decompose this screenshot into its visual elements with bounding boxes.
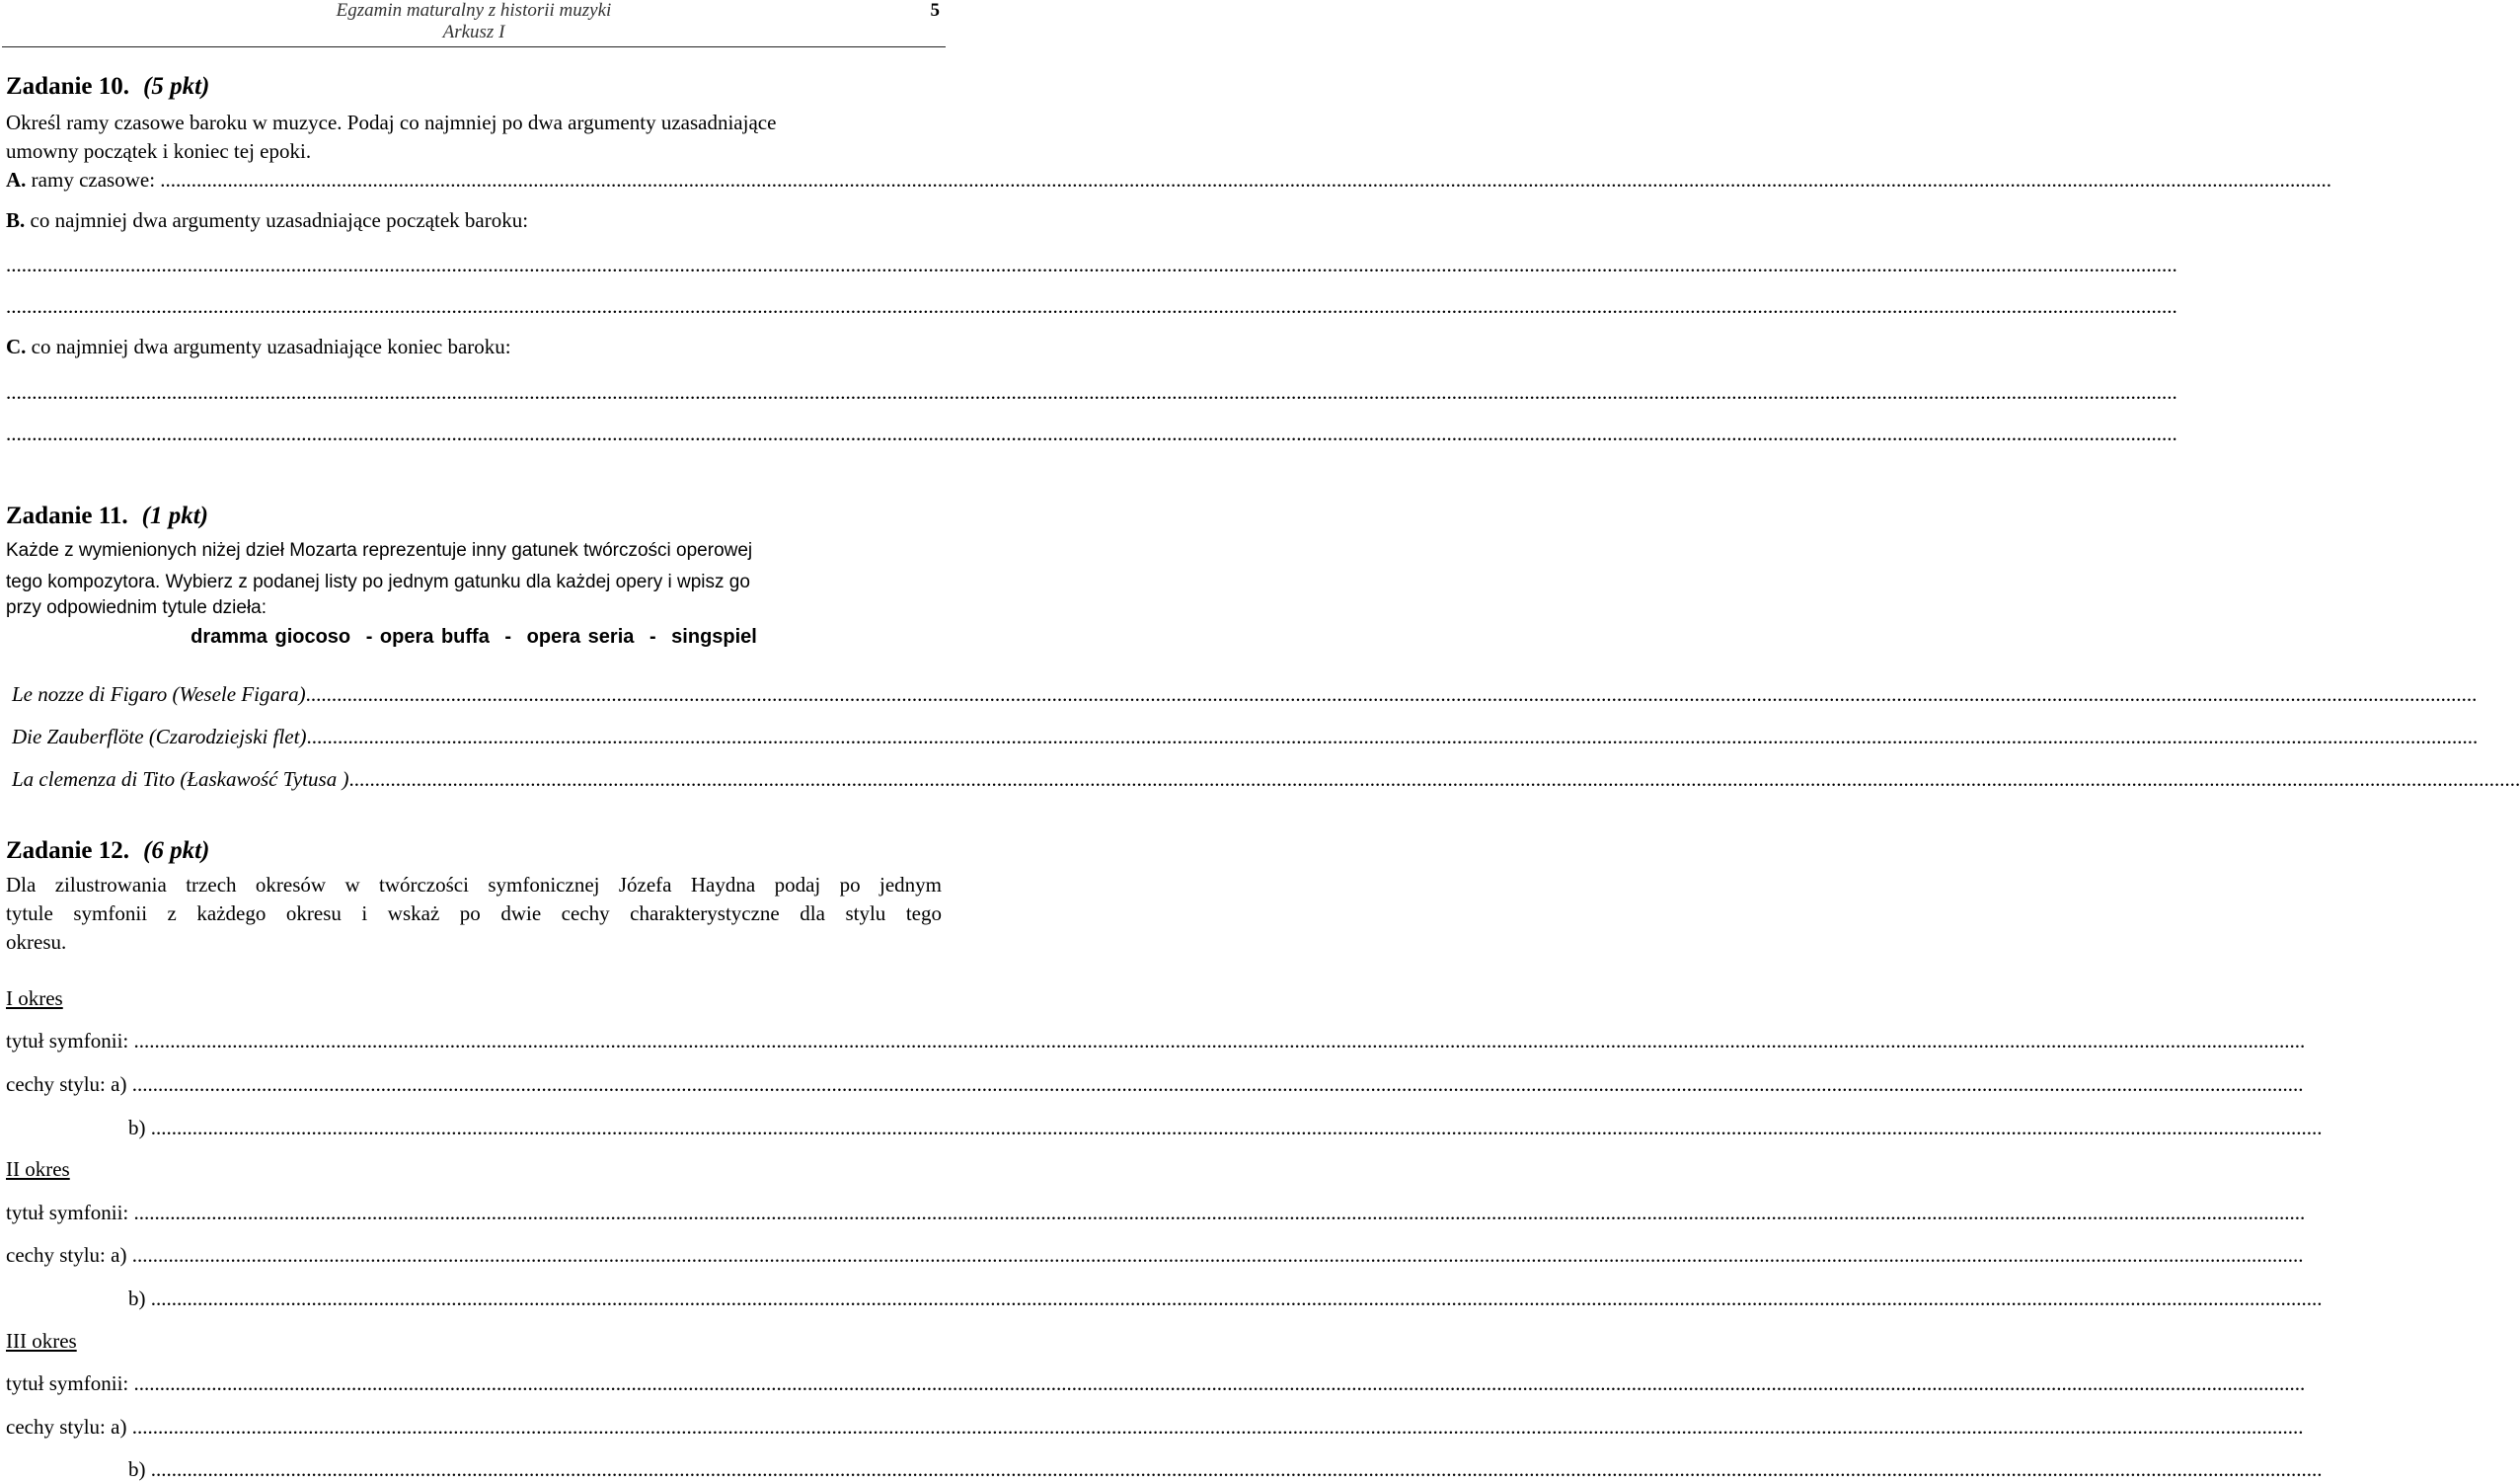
task10-intro-1: Określ ramy czasowe baroku w muzyce. Podaj co najmniej po dwa argumenty uzasadniające <box>6 111 777 134</box>
header-title: Egzamin maturalny z historii muzyki <box>336 0 612 21</box>
opera-row-zauberflote[interactable] <box>12 725 2479 748</box>
task10-b-label: B. <box>6 208 26 232</box>
period-3-style-b[interactable] <box>128 1457 2323 1481</box>
page-header <box>0 0 948 49</box>
answer-dots: ................................................................................................................................................................................................................................................................................................................................................................................................................................... <box>160 168 2332 192</box>
period-1-symphony[interactable] <box>6 1029 2306 1053</box>
task11-intro-1: Każde z wymienionych niżej dzieł Mozarta reprezentuje inny gatunek twórczości operowej <box>6 540 753 561</box>
task10-c-answer-line-2[interactable]: ................................................................................................................................................................................................................................................................................................................................................................................................................................... <box>6 422 2177 445</box>
task11-title: Zadanie 11. <box>6 503 128 529</box>
opera-title: Le nozze di Figaro (Wesele Figara) <box>12 682 306 706</box>
task12-intro-2: tytule symfonii z każdego okresu i wskaż po dwie cechy charakterystyczne dla stylu tego <box>6 901 942 925</box>
header-divider <box>2 46 946 47</box>
genre-opera-buffa: - opera buffa <box>365 626 490 648</box>
task12-points: (6 pkt) <box>143 837 210 864</box>
task12-intro-3: okresu. <box>6 930 67 954</box>
answer-dots: ................................................................................................................................................................................................................................................................................................................................................................................................................................... <box>348 767 2520 791</box>
answer-dots: ................................................................................................................................................................................................................................................................................................................................................................................................................................... <box>131 1415 2304 1439</box>
period-3-label: III okres <box>6 1329 77 1353</box>
task10-c-answer-line-1[interactable]: ................................................................................................................................................................................................................................................................................................................................................................................................................................... <box>6 380 2177 404</box>
opera-title: La clemenza di Tito (Łaskawość Tytusa ) <box>12 767 349 791</box>
task12-heading <box>6 839 942 863</box>
answer-dots: ................................................................................................................................................................................................................................................................................................................................................................................................................................... <box>305 682 2478 706</box>
task10-a-text: ramy czasowe: <box>26 168 161 192</box>
opera-title: Die Zauberflöte (Czarodziejski flet) <box>12 725 307 748</box>
genre-list <box>0 626 948 649</box>
answer-dots: ................................................................................................................................................................................................................................................................................................................................................................................................................................... <box>150 1457 2323 1481</box>
task11-intro-2b: Wybierz z podanej listy po jednym gatunku dla każdej opery i wpisz go <box>160 572 750 592</box>
task11-intro-3: przy odpowiednim tytule dzieła: <box>6 597 267 618</box>
task11-intro-2 <box>6 569 942 594</box>
header-subtitle: Arkusz I <box>442 22 505 42</box>
task10-part-c <box>6 335 942 358</box>
opera-row-tito[interactable] <box>12 767 2520 791</box>
period-2-symphony[interactable] <box>6 1201 2306 1224</box>
task10-c-label: C. <box>6 335 27 358</box>
period-1-label: I okres <box>6 986 63 1010</box>
style-b-label: b) <box>128 1457 151 1481</box>
answer-dots: ................................................................................................................................................................................................................................................................................................................................................................................................................................... <box>133 1029 2306 1053</box>
task12-intro-1: Dla zilustrowania trzech okresów w twórczości symfonicznej Józefa Haydna podaj po jednym <box>6 873 942 897</box>
task10-b-text: co najmniej dwa argumenty uzasadniające początek baroku: <box>25 208 529 232</box>
period-1-style-a[interactable] <box>6 1072 2304 1096</box>
task10-c-text: co najmniej dwa argumenty uzasadniające koniec baroku: <box>26 335 511 358</box>
task11-points: (1 pkt) <box>141 503 209 529</box>
genre-dramma-giocoso: dramma giocoso <box>191 626 351 648</box>
genre-singspiel: singspiel <box>671 626 757 648</box>
task12-title: Zadanie 12. <box>6 837 130 864</box>
task10-intro-2: umowny początek i koniec tej epoki. <box>6 139 312 163</box>
genre-separator: - <box>504 626 512 648</box>
style-b-label: b) <box>128 1116 151 1139</box>
period-2-style-b[interactable] <box>128 1287 2323 1310</box>
symphony-label: tytuł symfonii: <box>6 1029 134 1053</box>
style-b-label: b) <box>128 1287 151 1310</box>
style-a-label: cechy stylu: a) <box>6 1072 132 1096</box>
task10-b-answer-line-1[interactable]: ................................................................................................................................................................................................................................................................................................................................................................................................................................... <box>6 253 2177 276</box>
task10-part-b <box>6 208 942 232</box>
page-number: 5 <box>930 0 940 21</box>
symphony-label: tytuł symfonii: <box>6 1201 134 1224</box>
answer-dots: ................................................................................................................................................................................................................................................................................................................................................................................................................................... <box>131 1072 2304 1096</box>
task11-intro-2a: tego kompozytora. <box>6 572 161 592</box>
task10-a-label: A. <box>6 168 27 192</box>
period-2-label: II okres <box>6 1157 70 1181</box>
period-3-symphony[interactable] <box>6 1371 2306 1395</box>
symphony-label: tytuł symfonii: <box>6 1371 134 1395</box>
task10-answer-a[interactable] <box>6 168 2332 192</box>
task11-heading <box>6 505 942 528</box>
task10-b-answer-line-2[interactable]: ................................................................................................................................................................................................................................................................................................................................................................................................................................... <box>6 294 2177 318</box>
period-3-style-a[interactable] <box>6 1415 2304 1439</box>
task10-points: (5 pkt) <box>143 73 210 100</box>
answer-dots: ................................................................................................................................................................................................................................................................................................................................................................................................................................... <box>131 1243 2304 1267</box>
period-2-style-a[interactable] <box>6 1243 2304 1267</box>
task10-heading <box>6 75 942 99</box>
style-a-label: cechy stylu: a) <box>6 1415 132 1439</box>
genre-separator: - <box>649 626 656 648</box>
answer-dots: ................................................................................................................................................................................................................................................................................................................................................................................................................................... <box>133 1201 2306 1224</box>
opera-row-figaro[interactable] <box>12 682 2478 706</box>
answer-dots: ................................................................................................................................................................................................................................................................................................................................................................................................................................... <box>306 725 2479 748</box>
task10-title: Zadanie 10. <box>6 73 130 100</box>
genre-opera-seria: opera seria <box>526 626 635 648</box>
answer-dots: ................................................................................................................................................................................................................................................................................................................................................................................................................................... <box>150 1287 2323 1310</box>
answer-dots: ................................................................................................................................................................................................................................................................................................................................................................................................................................... <box>133 1371 2306 1395</box>
answer-dots: ................................................................................................................................................................................................................................................................................................................................................................................................................................... <box>150 1116 2323 1139</box>
period-1-style-b[interactable] <box>128 1116 2323 1139</box>
style-a-label: cechy stylu: a) <box>6 1243 132 1267</box>
